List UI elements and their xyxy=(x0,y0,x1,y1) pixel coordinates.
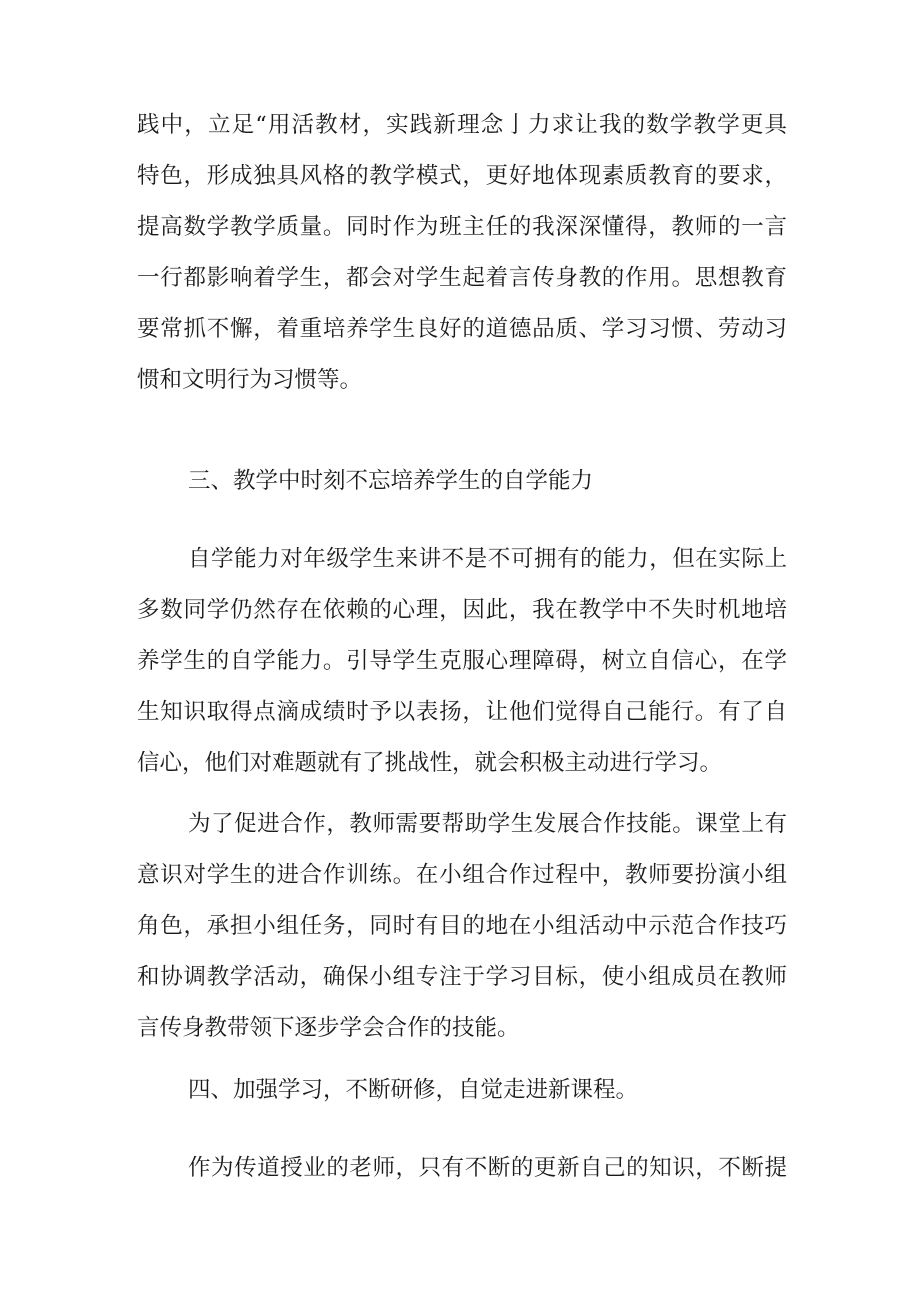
text-line: 信心，他们对难题就有了挑战性，就会积极主动进行学习。 xyxy=(137,750,723,776)
text-line: 角色，承担小组任务，同时有目的地在小组活动中示范合作技巧 xyxy=(137,913,787,939)
paragraph-self-study xyxy=(137,534,787,789)
paragraph-continuation xyxy=(137,100,787,406)
text-line: 作为传道授业的老师，只有不断的更新自己的知识，不断提 xyxy=(188,1155,787,1181)
text-line: 提高数学教学质量。同时作为班主任的我深深懂得，教师的一言 xyxy=(137,214,787,240)
heading-text: 三、教学中时刻不忘培养学生的自学能力 xyxy=(188,468,594,494)
text-line: 惯和文明行为习惯等。 xyxy=(137,367,363,393)
text-line: 一行都影响着学生，都会对学生起着言传身教的作用。思想教育 xyxy=(137,265,787,291)
text-line: 意识对学生的进合作训练。在小组合作过程中，教师要扮演小组 xyxy=(137,862,787,888)
paragraph-teacher-learning xyxy=(137,1143,787,1194)
paragraph-cooperation xyxy=(137,799,787,1054)
heading-text: 四、加强学习，不断研修，自觉走进新课程。 xyxy=(188,1077,639,1103)
section-heading-three xyxy=(137,456,787,507)
text-line: 自学能力对年级学生来讲不是不可拥有的能力，但在实际上 xyxy=(188,546,787,572)
text-line: 言传身教带领下逐步学会合作的技能。 xyxy=(137,1015,520,1041)
section-heading-four xyxy=(137,1065,787,1116)
text-line: 养学生的自学能力。引导学生克服心理障碍，树立自信心，在学 xyxy=(137,648,787,674)
text-line: 和协调教学活动，确保小组专注于学习目标，使小组成员在教师 xyxy=(137,964,787,990)
text-line: 多数同学仍然存在依赖的心理，因此，我在教学中不失时机地培 xyxy=(137,597,787,623)
text-line: 特色，形成独具风格的教学模式，更好地体现素质教育的要求， xyxy=(137,163,787,189)
text-line: 生知识取得点滴成绩时予以表扬，让他们觉得自己能行。有了自 xyxy=(137,699,787,725)
text-line: 践中，立足“用活教材，实践新理念亅力求让我的数学教学更具 xyxy=(137,112,787,138)
text-line: 为了促进合作，教师需要帮助学生发展合作技能。课堂上有 xyxy=(188,811,787,837)
text-line: 要常抓不懈，着重培养学生良好的道德品质、学习习惯、劳动习 xyxy=(137,316,787,342)
